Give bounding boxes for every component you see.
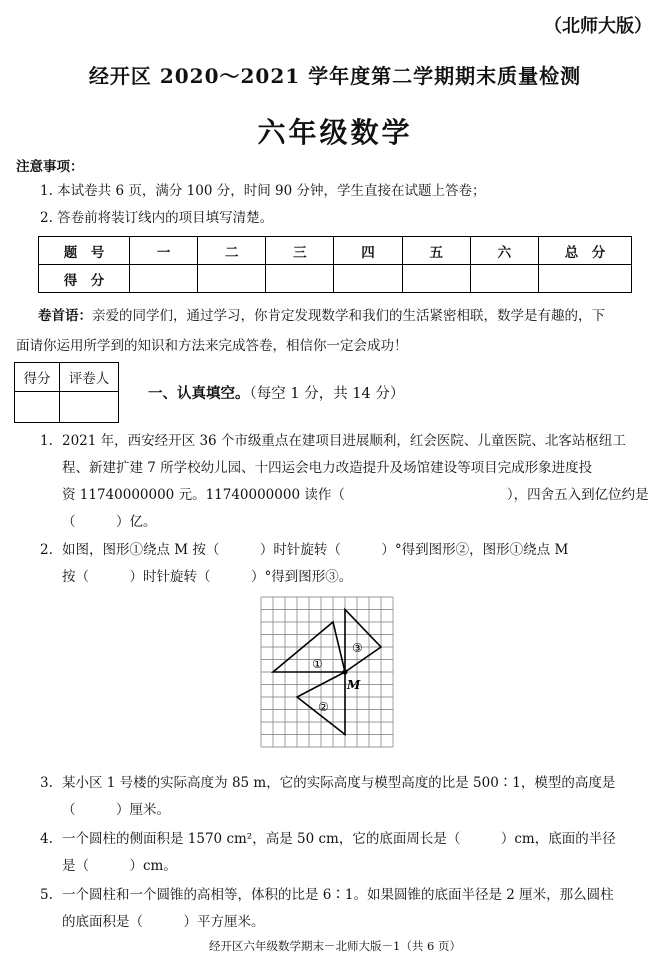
grader-score-label: 得分: [15, 363, 60, 392]
notice-heading: 注意事项：: [16, 159, 84, 175]
score-cell[interactable]: [266, 265, 334, 293]
score-cell[interactable]: [130, 265, 198, 293]
point-m: [342, 669, 347, 674]
score-table-header: 三: [266, 237, 334, 265]
edition-label: （北师大版）: [544, 16, 652, 37]
question-text: 是（ ）cm。: [62, 858, 177, 874]
question-number: 5.: [40, 887, 53, 903]
score-table-header: 六: [470, 237, 538, 265]
rotation-figure: [258, 594, 404, 752]
preface-label: 卷首语：: [38, 308, 92, 324]
page-footer: 经开区六年级数学期末－北师大版－1（共 6 页）: [209, 939, 461, 953]
grader-score-cell[interactable]: [15, 392, 60, 423]
grader-name-label: 评卷人: [60, 363, 119, 392]
score-cell[interactable]: [198, 265, 266, 293]
question-text: 的底面积是（ ）平方厘米。: [62, 914, 265, 930]
preface: [16, 301, 658, 361]
subject-title: 六年级数学: [257, 116, 413, 149]
question-text: 资 11740000000 元。11740000000 读作（ ），四舍五入到亿位约是: [62, 487, 649, 503]
point-m-label: M: [347, 678, 361, 692]
score-row-label: 得 分: [39, 265, 130, 293]
shape-3: [345, 610, 381, 673]
preface-text: 面请你运用所学到的知识和方法来完成答卷，相信你一定会成功！: [16, 338, 408, 354]
grader-name-cell[interactable]: [60, 392, 119, 423]
question-number: 4.: [40, 831, 53, 847]
score-cell[interactable]: [402, 265, 470, 293]
question-2: [40, 537, 658, 591]
score-table-header: 一: [130, 237, 198, 265]
score-table: [38, 236, 632, 293]
score-table-header: 题 号: [39, 237, 130, 265]
score-table-header: 四: [334, 237, 402, 265]
score-table-header: 五: [402, 237, 470, 265]
shape-2-label: ②: [318, 700, 329, 714]
score-cell[interactable]: [470, 265, 538, 293]
section-note: （每空 1 分，共 14 分）: [249, 386, 405, 402]
question-1: [40, 428, 658, 536]
question-text: （ ）厘米。: [62, 802, 170, 818]
question-text: 程、新建扩建 7 所学校幼儿园、十四运会电力改造提升及场馆建设等项目完成形象进度投: [62, 460, 593, 476]
exam-title: 经开区 2020～2021 学年度第二学期期末质量检测: [88, 64, 582, 88]
question-number: 2.: [40, 542, 53, 558]
question-text: 某小区 1 号楼的实际高度为 85 m，它的实际高度与模型高度的比是 500∶1，模型的高度是: [62, 775, 616, 791]
question-3: [40, 770, 658, 824]
question-text: 一个圆柱的侧面积是 1570 cm²，高是 50 cm，它的底面周长是（ ）cm，底面的半径: [62, 831, 616, 847]
section-heading: 一、认真填空。: [148, 386, 250, 402]
question-text: 按（ ）时针旋转（ ）°得到图形③。: [62, 569, 353, 585]
score-table-header: 二: [198, 237, 266, 265]
score-cell[interactable]: [334, 265, 402, 293]
score-cell[interactable]: [539, 265, 632, 293]
question-text: 如图，图形①绕点 M 按（ ）时针旋转（ ）°得到图形②，图形①绕点 M: [62, 542, 569, 558]
shape-1-label: ①: [312, 657, 323, 671]
question-text: 2021 年，西安经开区 36 个市级重点在建项目进展顺利，红会医院、儿童医院、北客站枢纽工: [62, 433, 626, 449]
preface-text: 亲爱的同学们，通过学习，你肯定发现数学和我们的生活紧密相联，数学是有趣的，下: [92, 308, 605, 324]
question-4: [40, 826, 658, 880]
score-table-header: 总 分: [539, 237, 632, 265]
notice-item: 1. 本试卷共 6 页，满分 100 分，时间 90 分钟，学生直接在试题上答卷；: [40, 183, 486, 199]
question-text: （ ）亿。: [62, 514, 157, 530]
question-5: [40, 882, 658, 936]
question-number: 3.: [40, 775, 53, 791]
question-text: 一个圆柱和一个圆锥的高相等，体积的比是 6∶1。如果圆锥的底面半径是 2 厘米，那么圆柱: [62, 887, 614, 903]
question-number: 1.: [40, 433, 53, 449]
shape-3-label: ③: [352, 641, 363, 655]
section-title: [148, 382, 404, 403]
grader-box: [14, 362, 119, 423]
notice-item: 2. 答卷前将装订线内的项目填写清楚。: [40, 210, 274, 226]
